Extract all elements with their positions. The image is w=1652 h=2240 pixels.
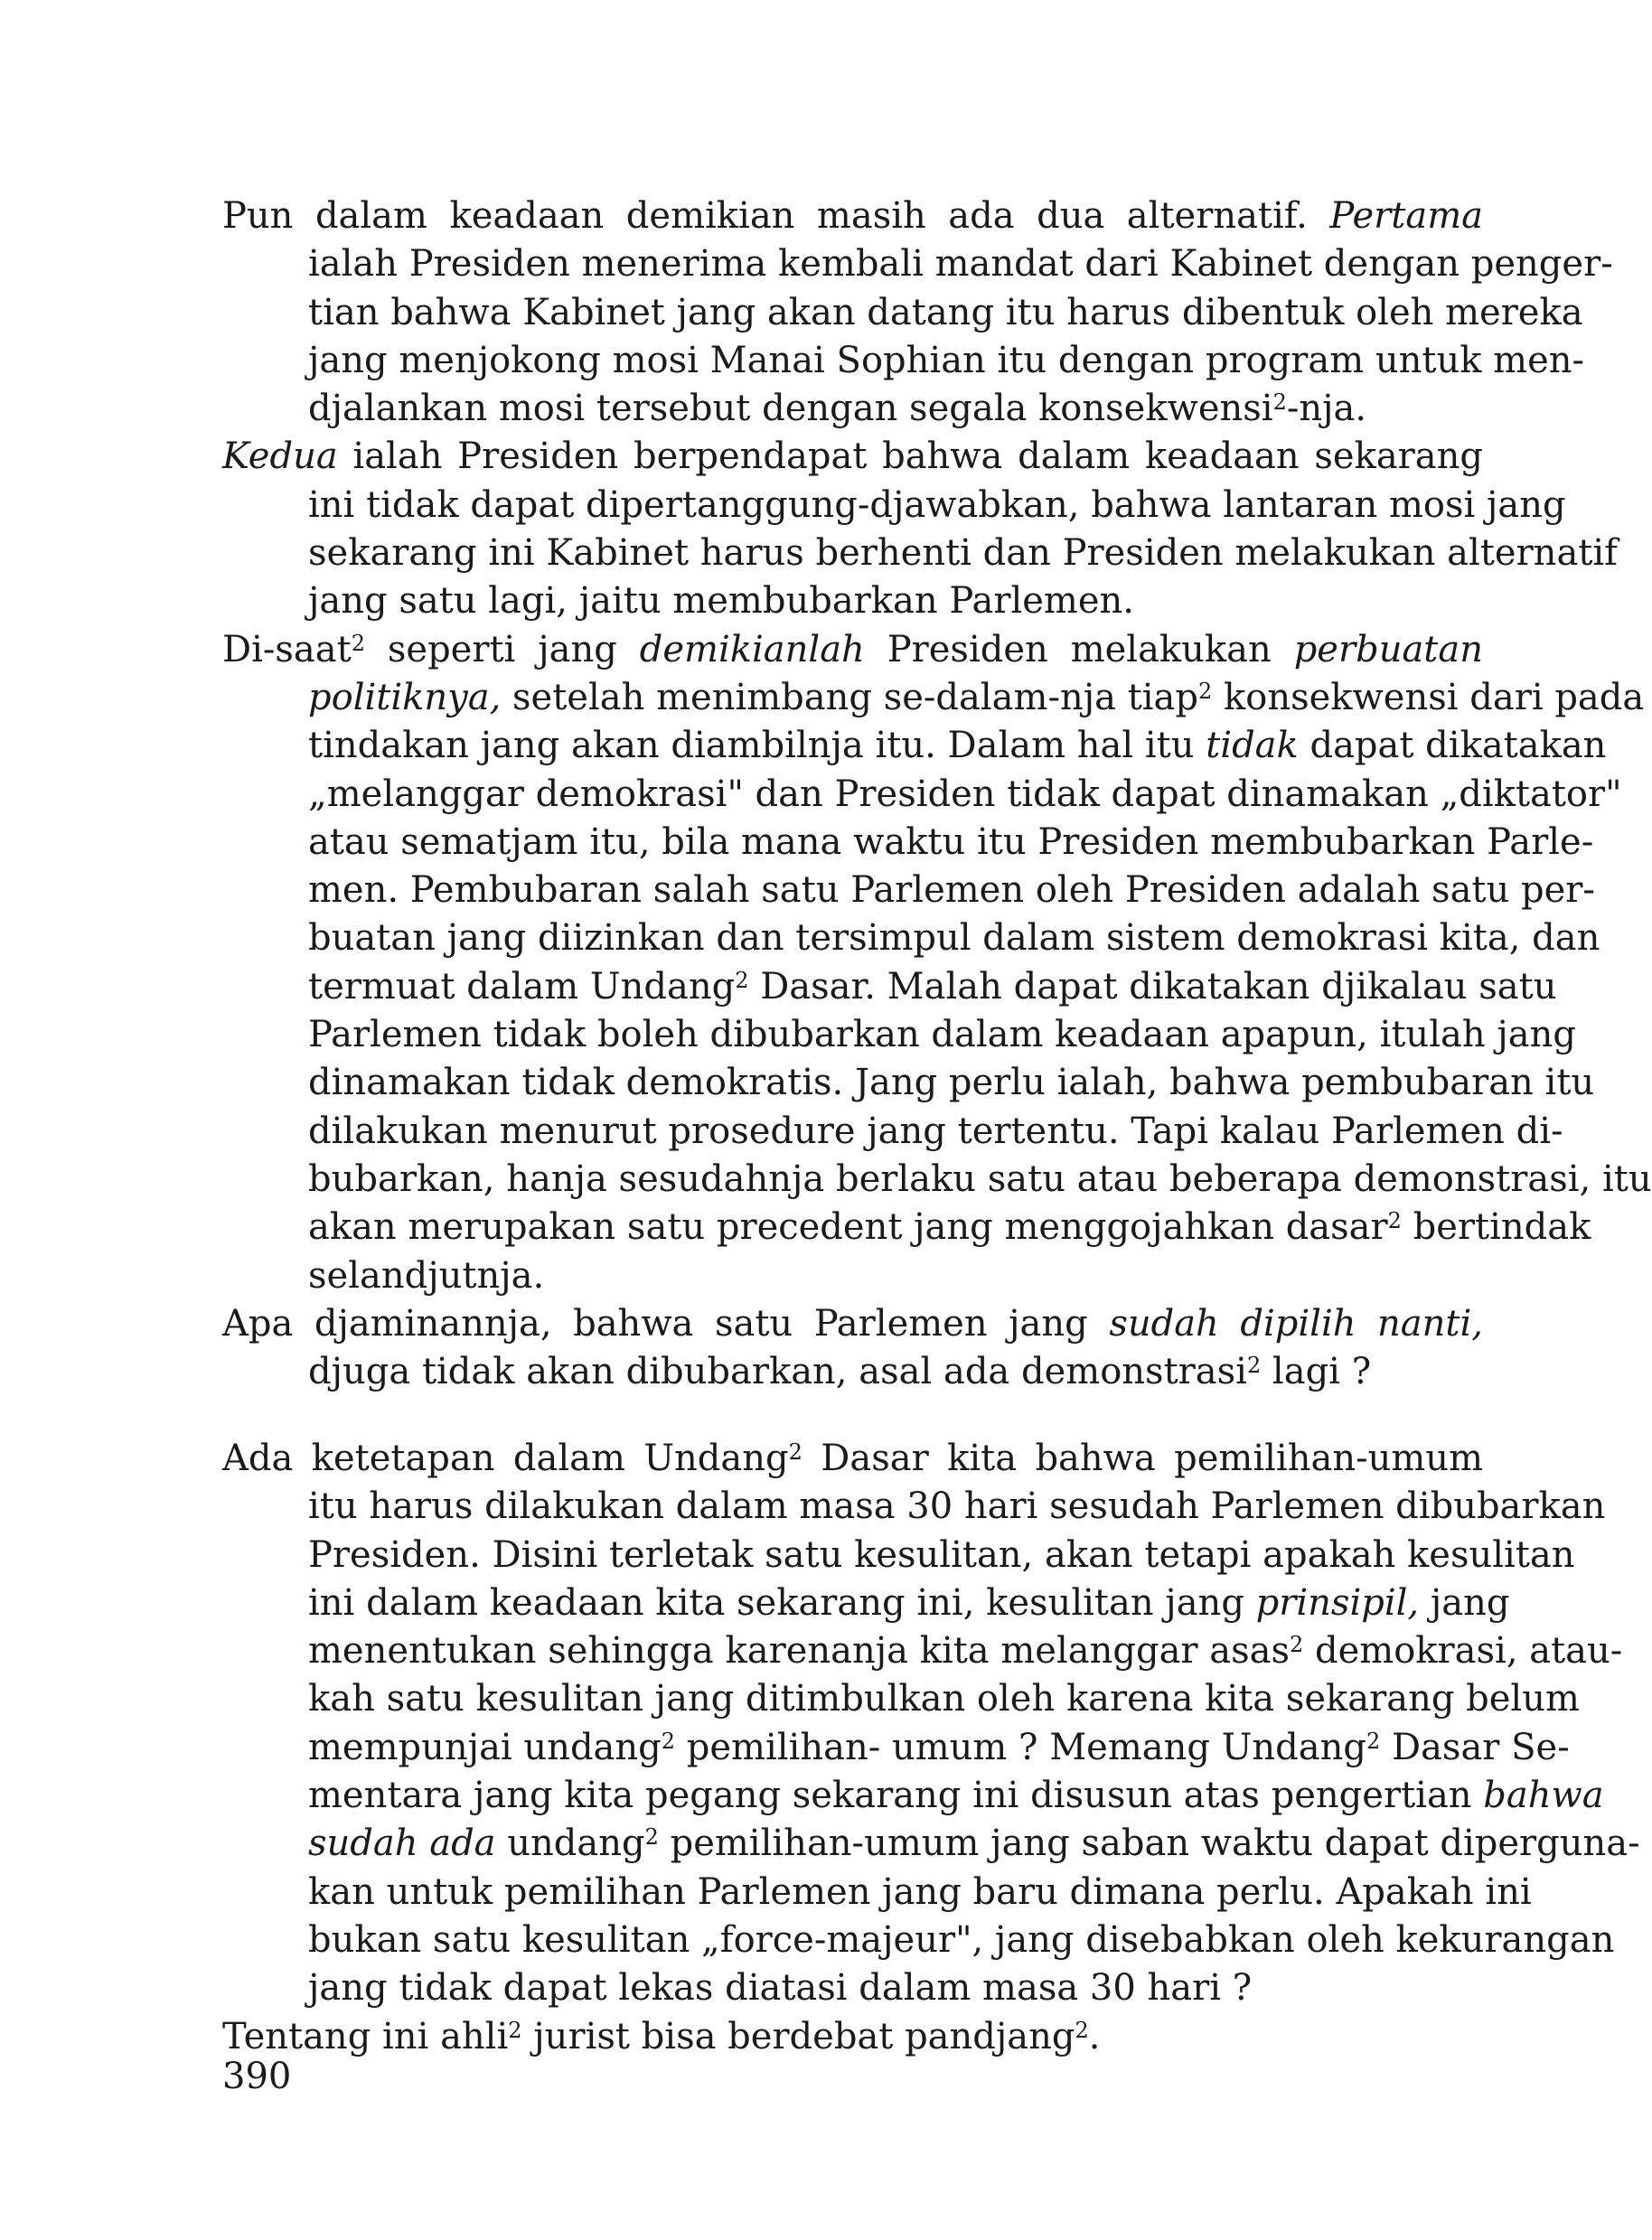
text-run: lagi ? <box>1261 1351 1372 1393</box>
superscript-mark: 2 <box>735 967 749 993</box>
superscript-mark: 2 <box>1272 389 1287 416</box>
text-line <box>222 626 1483 674</box>
text-run: bukan satu kesulitan „force-majeur", jang disebabkan oleh kekurangan <box>308 1918 1615 1961</box>
text-run: buatan jang diizinkan dan tersimpul dalam sistem demokrasi kita, dan <box>308 917 1600 960</box>
text-run: Dasar. Malah dapat dikatakan djikalau satu <box>748 965 1557 1008</box>
text-run: djalankan mosi tersebut dengan segala konsekwensi <box>308 388 1273 430</box>
superscript-mark: 2 <box>661 1728 676 1754</box>
paragraph <box>222 626 1652 1300</box>
text-line <box>222 2013 1483 2061</box>
text-line <box>222 1483 1606 1531</box>
paragraph <box>222 192 1613 433</box>
text-line <box>222 1252 1483 1300</box>
text-line <box>222 1579 1510 1627</box>
text-line <box>222 1435 1483 1483</box>
text-line <box>222 385 1483 433</box>
text-run: mentara jang kita pegang sekarang ini disusun atas pengertian <box>308 1775 1484 1817</box>
text-run: Dasar kita bahwa pemilihan-umum <box>802 1438 1483 1479</box>
text-run: Presiden melakukan <box>864 628 1294 670</box>
superscript-mark: 2 <box>1290 1632 1304 1658</box>
superscript-mark: 2 <box>351 630 365 656</box>
text-run: jang tidak dapat lekas diatasi dalam masa 30 hari ? <box>308 1967 1253 2010</box>
text-line <box>222 433 1483 481</box>
text-line <box>222 867 1595 914</box>
text-run: demokrasi, atau- <box>1303 1630 1623 1673</box>
italic-text: bahwa <box>1483 1775 1604 1817</box>
text-line <box>222 1059 1595 1107</box>
superscript-mark: 2 <box>1198 678 1213 704</box>
text-run: men. Pembubaran salah satu Parlemen oleh Presiden adalah satu per- <box>308 869 1595 912</box>
text-run: jang menjokong mosi Manai Sophian itu dengan program untuk men- <box>308 339 1585 381</box>
paragraph <box>222 433 1618 625</box>
text-line <box>222 1532 1575 1579</box>
superscript-mark: 2 <box>788 1439 803 1465</box>
italic-text: politiknya, <box>308 676 502 718</box>
text-line <box>222 192 1483 240</box>
italic-text: Pertama <box>1329 195 1483 237</box>
text-run: jang <box>1419 1581 1510 1624</box>
text-run: jurist bisa berdebat pandjang <box>521 2015 1075 2057</box>
superscript-mark: 2 <box>1246 1353 1262 1379</box>
text-run: kah satu kesulitan jang ditimbulkan oleh karena kita sekarang belum <box>308 1678 1580 1720</box>
text-line <box>222 1627 1623 1675</box>
text-run: Di-saat <box>222 628 352 670</box>
text-run: bubarkan, hanja sesudahnja berlaku satu atau beberapa demonstrasi, itu <box>308 1157 1652 1200</box>
paragraph <box>222 2013 1483 2061</box>
text-run: akan merupakan satu precedent jang menggojahkan dasar <box>308 1206 1388 1249</box>
text-run: Dasar Se- <box>1380 1726 1570 1768</box>
text-run: bertindak <box>1401 1206 1591 1249</box>
text-line <box>222 1869 1532 1917</box>
text-run: dapat dikatakan <box>1298 725 1607 767</box>
text-run: konsekwensi dari pada <box>1212 676 1645 718</box>
text-line <box>222 914 1600 962</box>
superscript-mark: 2 <box>644 1824 659 1851</box>
text-line <box>222 1772 1604 1820</box>
text-run: pemilihan-umum jang saban waktu dapat diperguna- <box>658 1823 1640 1865</box>
text-run: Ada ketetapan dalam Undang <box>222 1438 789 1479</box>
paragraph <box>222 1435 1640 2013</box>
text-run: termuat dalam Undang <box>308 965 736 1008</box>
text-run: . <box>1088 2015 1101 2057</box>
text-line <box>222 240 1613 288</box>
text-line <box>222 530 1618 577</box>
page-number: 390 <box>222 2056 292 2097</box>
superscript-mark: 2 <box>1387 1208 1402 1234</box>
text-run: menentukan sehingga karenanja kita melanggar asas <box>308 1630 1291 1673</box>
text-run: ini dalam keadaan kita sekarang ini, kesulitan jang <box>308 1581 1256 1624</box>
text-run: setelah menimbang se-dalam-nja tiap <box>501 676 1199 718</box>
superscript-mark: 2 <box>1366 1728 1381 1754</box>
text-line <box>222 1820 1640 1868</box>
text-line <box>222 819 1594 867</box>
italic-text: tidak <box>1206 725 1299 767</box>
text-run: tindakan jang akan diambilnja itu. Dalam hal itu <box>308 725 1206 767</box>
paragraph <box>222 1300 1483 1397</box>
text-run: Tentang ini ahli <box>222 2015 509 2057</box>
text-line <box>222 1724 1570 1772</box>
text-line <box>222 1156 1652 1204</box>
text-line <box>222 1108 1563 1156</box>
text-run: djuga tidak akan dibubarkan, asal ada demonstrasi <box>308 1351 1247 1393</box>
text-run: seperti jang <box>364 628 640 670</box>
text-run: jang satu lagi, jaitu membubarkan Parlemen. <box>308 580 1134 623</box>
text-run: „melanggar demokrasi" dan Presiden tidak dapat dinamakan „diktator" <box>308 773 1622 815</box>
italic-text: sudah ada <box>308 1823 496 1865</box>
text-run: sekarang ini Kabinet harus berhenti dan Presiden melakukan alternatif <box>308 532 1618 575</box>
text-run: ialah Presiden menerima kembali mandat dari Kabinet dengan penger- <box>308 243 1613 286</box>
text-run: ialah Presiden berpendapat bahwa dalam keadaan sekarang <box>337 436 1483 478</box>
text-run: Parlemen tidak boleh dibubarkan dalam keadaan apapun, itulah jang <box>308 1014 1576 1056</box>
text-run: selandjutnja. <box>308 1254 545 1297</box>
text-line <box>222 1348 1483 1396</box>
text-line <box>222 771 1622 819</box>
superscript-mark: 2 <box>508 2017 522 2043</box>
text-line <box>222 1300 1483 1348</box>
text-line <box>222 337 1585 385</box>
italic-text: demikianlah <box>639 628 865 670</box>
text-line <box>222 1964 1483 2012</box>
text-block-bottom <box>222 1435 1640 2061</box>
text-run: dilakukan menurut prosedure jang tertentu. Tapi kalau Parlemen di- <box>308 1110 1563 1152</box>
text-line <box>222 577 1483 625</box>
text-run: atau sematjam itu, bila mana waktu itu Presiden membubarkan Parle- <box>308 820 1594 863</box>
italic-text: perbuatan <box>1293 628 1483 670</box>
text-run: Pun dalam keadaan demikian masih ada dua alternatif. <box>222 195 1330 237</box>
text-line <box>222 674 1645 722</box>
text-run: mempunjai undang <box>308 1726 662 1768</box>
text-line <box>222 1917 1615 1964</box>
italic-text: Kedua <box>222 436 338 478</box>
text-line <box>222 1204 1591 1251</box>
text-run: Presiden. Disini terletak satu kesulitan, akan tetapi apakah kesulitan <box>308 1533 1575 1576</box>
text-block-top <box>222 192 1652 1396</box>
text-run: Apa djaminannja, bahwa satu Parlemen jang <box>222 1302 1110 1345</box>
text-line <box>222 289 1583 337</box>
text-run: undang <box>495 1823 645 1865</box>
text-line <box>222 722 1607 770</box>
superscript-mark: 2 <box>1075 2017 1089 2043</box>
text-run: dinamakan tidak demokratis. Jang perlu ialah, bahwa pembubaran itu <box>308 1062 1595 1104</box>
text-run: pemilihan- umum ? Memang Undang <box>675 1726 1366 1768</box>
text-run: tian bahwa Kabinet jang akan datang itu harus dibentuk oleh mereka <box>308 291 1583 333</box>
text-line <box>222 482 1566 530</box>
text-run: kan untuk pemilihan Parlemen jang baru dimana perlu. Apakah ini <box>308 1870 1532 1913</box>
text-line <box>222 1011 1576 1059</box>
italic-text: sudah dipilih nanti, <box>1109 1302 1483 1345</box>
italic-text: prinsipil, <box>1255 1581 1420 1624</box>
text-run: itu harus dilakukan dalam masa 30 hari sesudah Parlemen dibubarkan <box>308 1486 1606 1528</box>
text-run: -nja. <box>1286 388 1367 430</box>
text-line <box>222 963 1557 1011</box>
text-line <box>222 1675 1580 1723</box>
text-run: ini tidak dapat dipertanggung-djawabkan, bahwa lantaran mosi jang <box>308 483 1566 526</box>
